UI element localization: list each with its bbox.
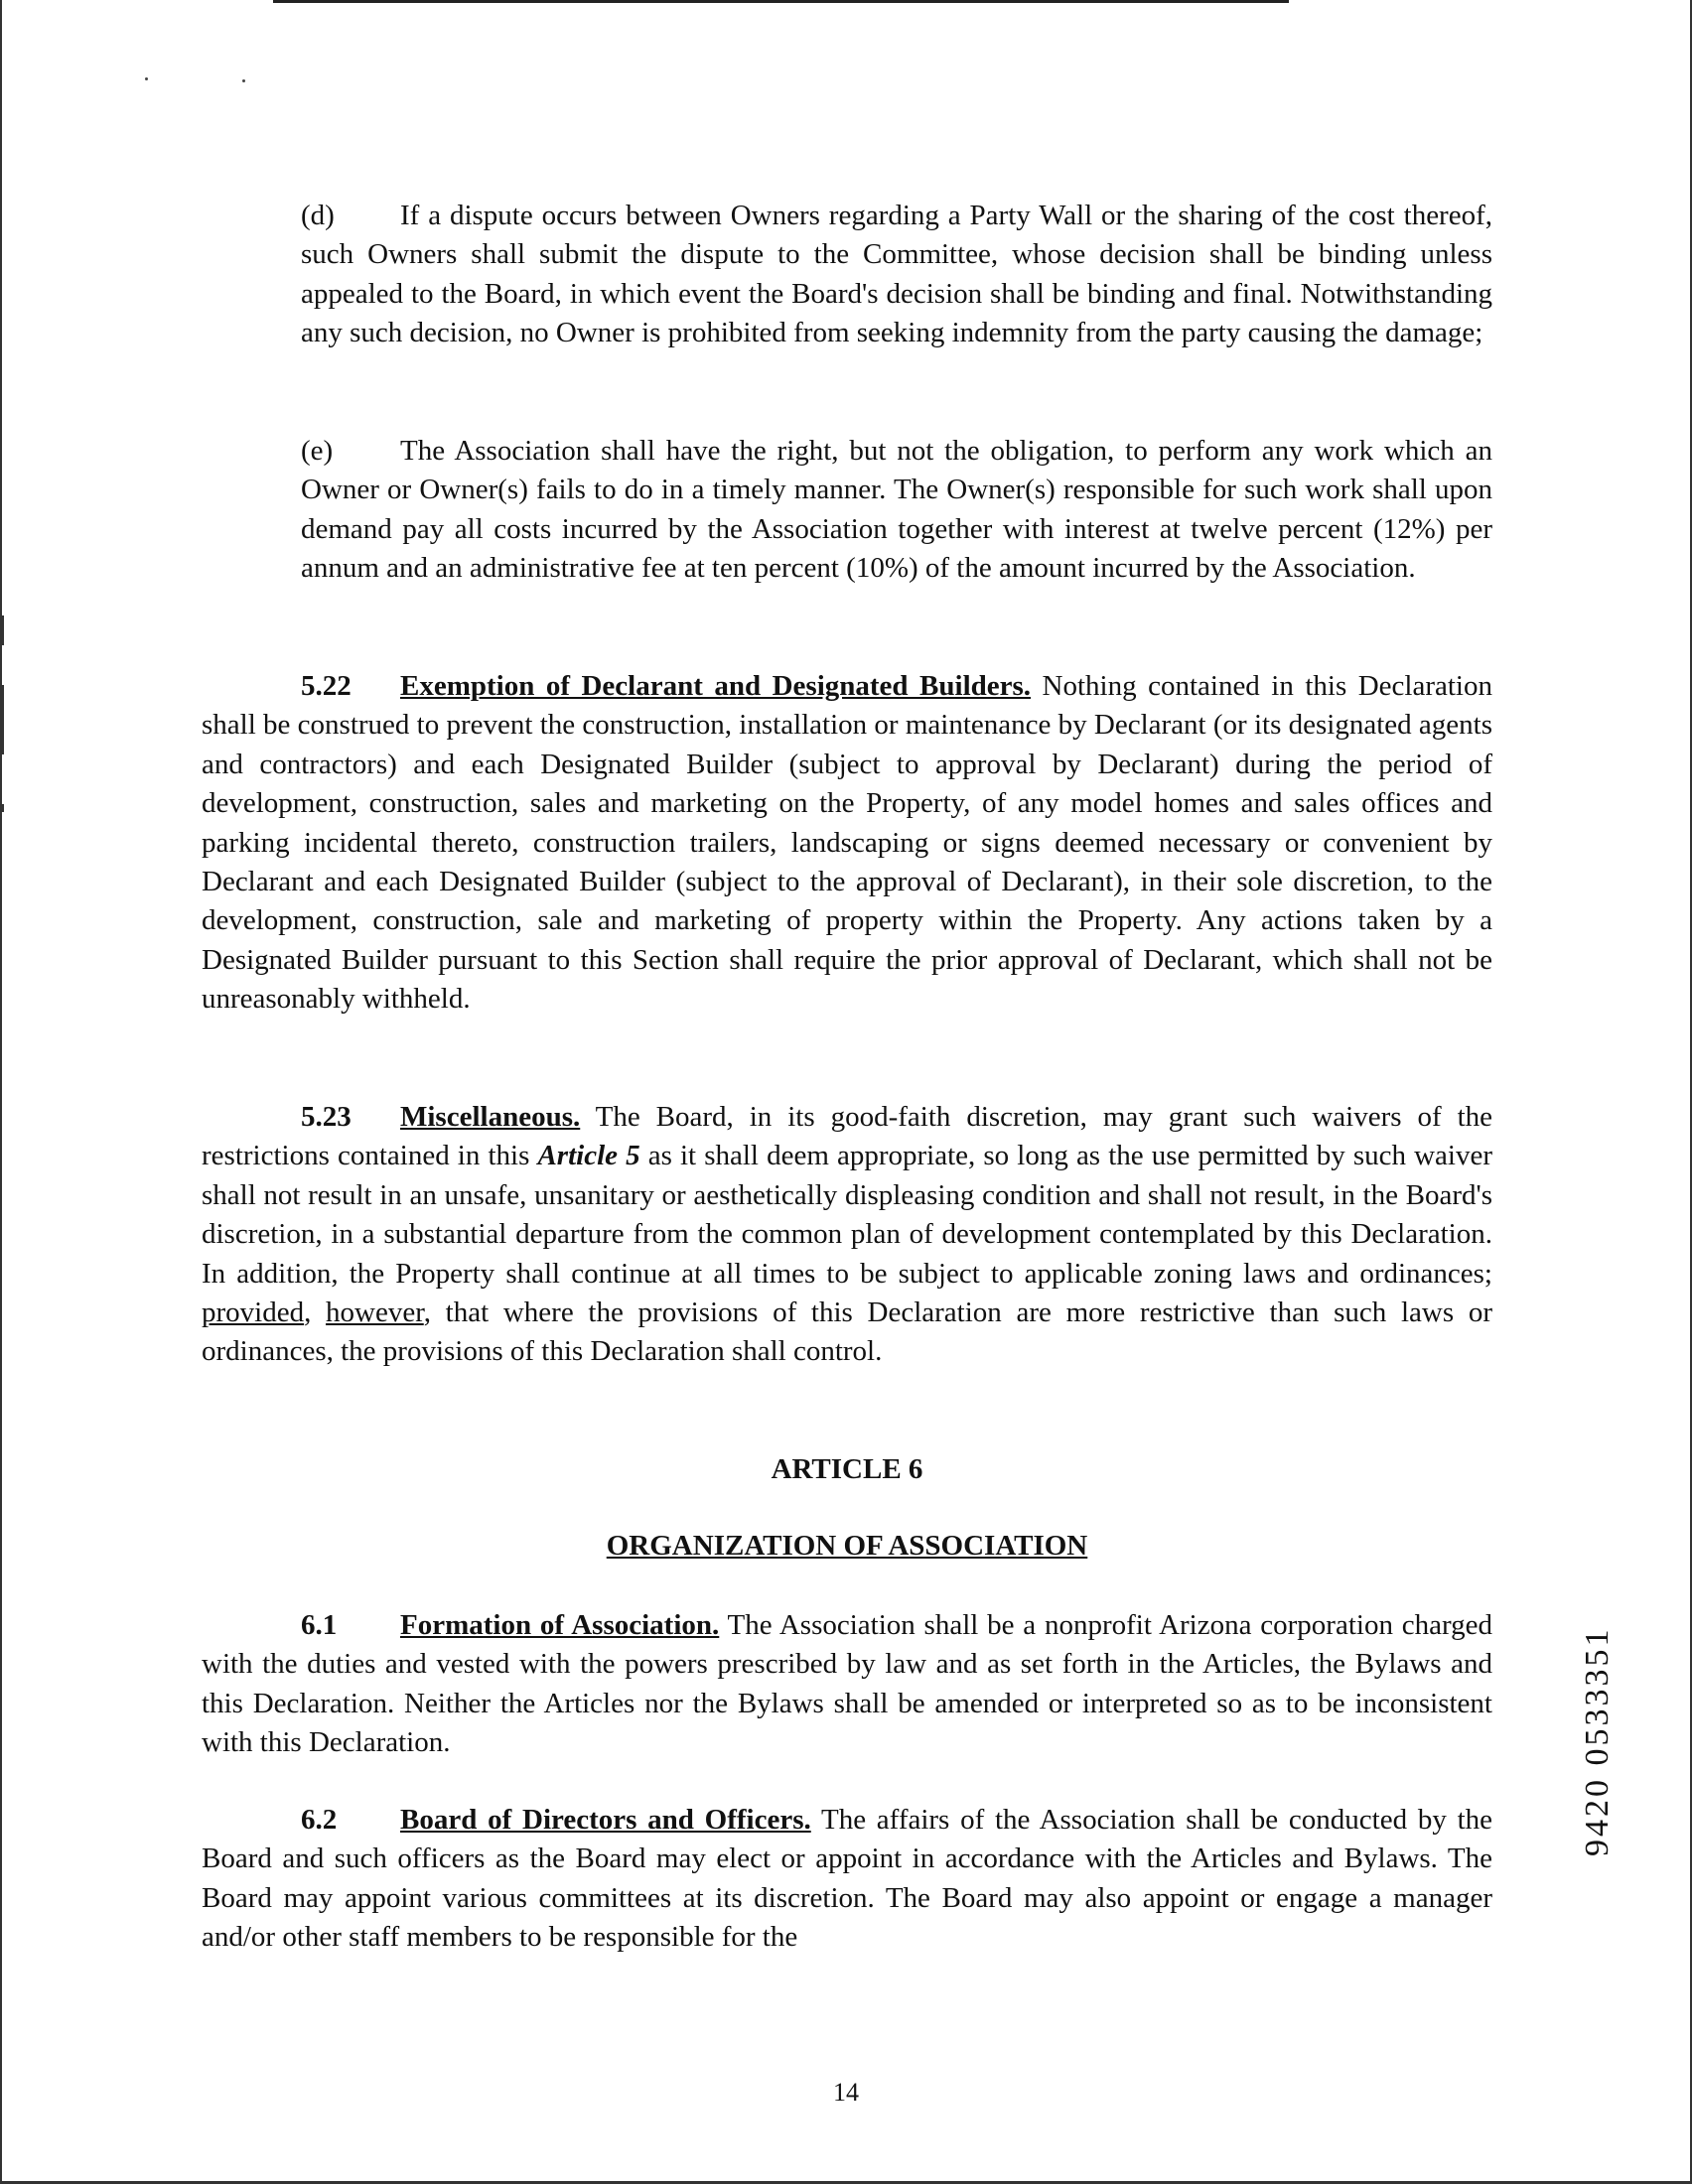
section-text: , that where the provisions of this Declaration are more restrictive than such laws or ordinances, the provisions of this Declaration shall control.: [202, 1297, 1493, 1368]
section-title: Board of Directors and Officers.: [400, 1804, 811, 1836]
article-title-text: ORGANIZATION OF ASSOCIATION: [606, 1530, 1088, 1562]
scan-speck: [242, 79, 245, 82]
scan-top-rule: [273, 0, 1289, 3]
section-text: Nothing contained in this Declaration shall be construed to prevent the construction, installation or maintenance by Declarant (or its designated agents and contractors) and each Designated Builder (subject to approval by Declarant) during the period of development, construction, sales and marketing on the Property, of any model homes and sales offices and parking incidental thereto, construction trailers, landscaping or signs deemed necessary or convenient by Declarant and each Designated Builder (subject to the approval of Declarant), in their sole discretion, to the development, construction, sale and marketing of property within the Property. Any actions taken by a Designated Builder pursuant to this Section shall require the prior approval of Declarant, which shall not be unreasonably withheld.: [202, 670, 1492, 1016]
section-text: The Board, in its good-faith discretion, may grant such waivers of the restrictions contained in this: [202, 1101, 1492, 1172]
section-number: 6.2: [301, 1804, 338, 1836]
section-number: 6.1: [301, 1609, 338, 1641]
scan-margin-mark: [0, 804, 4, 812]
section-title: Formation of Association.: [400, 1609, 720, 1641]
section-number: 5.22: [301, 670, 352, 702]
paragraph-text: If a dispute occurs between Owners regarding a Party Wall or the sharing of the cost thereof, such Owners shall submit the dispute to the Committee, whose decision shall be binding unless appealed to the Board, in which event the Board's decision shall be binding and final. Notwithstanding any such decision, no Owner is prohibited from seeking indemnity from the party causing the damage;: [301, 200, 1492, 349]
recording-stamp: 9420 0533351: [1579, 1626, 1616, 1856]
section-title: Miscellaneous.: [400, 1101, 581, 1133]
section-5-23: [202, 1098, 1492, 1372]
section-text: ,: [304, 1297, 327, 1329]
scan-margin-mark: [0, 685, 4, 754]
section-5-22: [202, 667, 1492, 1020]
page-number: 14: [833, 2078, 859, 2107]
paragraph-label: (d): [301, 200, 335, 231]
paragraph-text: The Association shall have the right, but not the obligation, to perform any work which an Owner or Owner(s) fails to do in a timely manner. The Owner(s) responsible for such work shall upon demand pay all costs incurred by the Association together with interest at twelve percent (12%) per annum and an administrative fee at ten percent (10%) of the amount incurred by the Association.: [301, 435, 1492, 585]
section-text: as it shall deem appropriate, so long as the use permitted by such waiver shall not result in an unsafe, unsanitary or aesthetically displeasing condition and shall not result, in the Board's discretion, in a substantial departure from the common plan of development contemplated by this Declaration. In addition, the Property shall continue at all times to be subject to applicable zoning laws and ordinances;: [202, 1140, 1492, 1290]
section-title: Exemption of Declarant and Designated Builders.: [400, 670, 1032, 702]
section-6-2: [202, 1801, 1492, 1958]
article-title: [202, 1527, 1492, 1566]
scan-margin-mark: [0, 615, 4, 645]
article-reference: Article 5: [537, 1140, 640, 1172]
paragraph-e: [301, 432, 1492, 589]
emphasis-however: however: [326, 1297, 424, 1329]
article-heading: ARTICLE 6: [771, 1453, 923, 1485]
scan-left-edge: [0, 0, 2, 2184]
paragraph-label: (e): [301, 435, 334, 467]
paragraph-d: [301, 197, 1492, 353]
section-text: The Association shall be a nonprofit Arizona corporation charged with the duties and vested with the powers prescribed by law and as set forth in the Articles, the Bylaws and this Declaration. Neither the Articles nor the Bylaws shall be amended or interpreted so as to be inconsistent with this Declaration.: [202, 1609, 1492, 1759]
section-number: 5.23: [301, 1101, 352, 1133]
section-text: The affairs of the Association shall be conducted by the Board and such officers as the Board may elect or appoint in accordance with the Articles and Bylaws. The Board may appoint various committees at its discretion. The Board may also appoint or engage a manager and/or other staff members to be responsible for the: [202, 1804, 1492, 1954]
section-6-1: [202, 1606, 1492, 1763]
emphasis-provided: provided: [202, 1297, 305, 1329]
scan-speck: [145, 77, 148, 80]
